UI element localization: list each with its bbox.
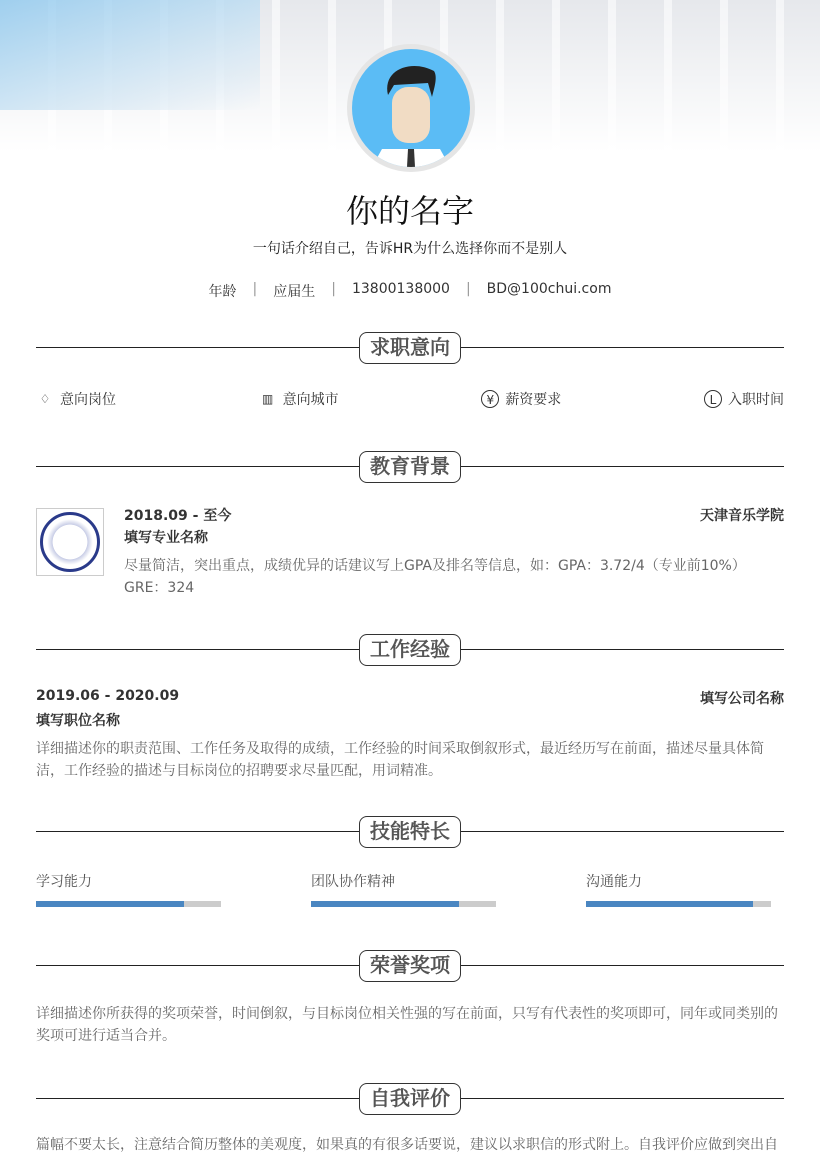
skill-bar-fill	[586, 901, 753, 907]
intent-salary: ¥ 薪资要求	[481, 389, 561, 409]
contact-info: 年龄 | 应届生 | 13800138000 | BD@100chui.com	[208, 281, 612, 300]
edu-major: 填写专业名称	[124, 530, 208, 546]
section-header-education: 教育背景	[36, 451, 784, 483]
work-description: 详细描述你的职责范围、工作任务及取得的成绩，工作经验的时间采取倒叙形式，最近经历写在前面，描述尽量具体简洁，工作经验的描述与目标岗位的招聘要求尽量匹配，用词精准。	[36, 741, 764, 779]
intent-start: L 入职时间	[704, 389, 784, 409]
skill-label: 学习能力	[36, 874, 92, 890]
skill-bar	[586, 901, 771, 907]
honors-description: 详细描述你所获得的奖项荣誉，时间倒叙，与目标岗位相关性强的写在前面，只写有代表性的奖项即可，同年或同类别的奖项可进行适当合并。	[36, 1006, 778, 1044]
work-period: 2019.06 - 2020.09	[36, 688, 180, 704]
section-header-work: 工作经验	[36, 634, 784, 666]
skill-bar	[36, 901, 221, 907]
section-header-intent: 求职意向	[36, 332, 784, 364]
section-header-skills: 技能特长	[36, 816, 784, 848]
candidate-name: 你的名字	[345, 192, 474, 230]
section-header-honors: 荣誉奖项	[36, 950, 784, 982]
tie-icon: ♢	[39, 392, 51, 406]
skill-bar	[311, 901, 496, 907]
age: 年龄	[208, 284, 237, 300]
motto: 一句话介绍自己，告诉HR为什么选择你而不是别人	[252, 241, 568, 257]
phone: 13800138000	[351, 281, 450, 297]
clock-icon: L	[704, 390, 722, 408]
intent-row	[36, 389, 784, 409]
skill-bar-fill	[311, 901, 459, 907]
avatar	[347, 44, 475, 172]
skill-label: 团队协作精神	[311, 874, 395, 890]
work-position: 填写职位名称	[36, 713, 120, 729]
status: 应届生	[273, 284, 316, 300]
school-logo	[36, 508, 104, 576]
edu-period: 2018.09 - 至今	[124, 508, 232, 524]
section-header-self: 自我评价	[36, 1083, 784, 1115]
intent-city: ▥ 意向城市	[259, 389, 339, 409]
edu-school: 天津音乐学院	[700, 508, 784, 524]
work-company: 填写公司名称	[700, 691, 784, 707]
building-icon: ▥	[261, 392, 274, 406]
intent-position: ♢ 意向岗位	[36, 389, 116, 409]
email: BD@100chui.com	[486, 281, 612, 297]
skill-bar-fill	[36, 901, 184, 907]
skill-label: 沟通能力	[586, 874, 642, 890]
yen-icon: ¥	[481, 390, 499, 408]
self-description: 篇幅不要太长，注意结合简历整体的美观度，如果真的有很多话要说，建议以求职信的形式附上。自我评价应做到突出自	[36, 1137, 778, 1153]
edu-description: 尽量简洁，突出重点，成绩优异的话建议写上GPA及排名等信息，如：GPA：3.72/4（专业前10%） GRE：324	[124, 558, 746, 596]
